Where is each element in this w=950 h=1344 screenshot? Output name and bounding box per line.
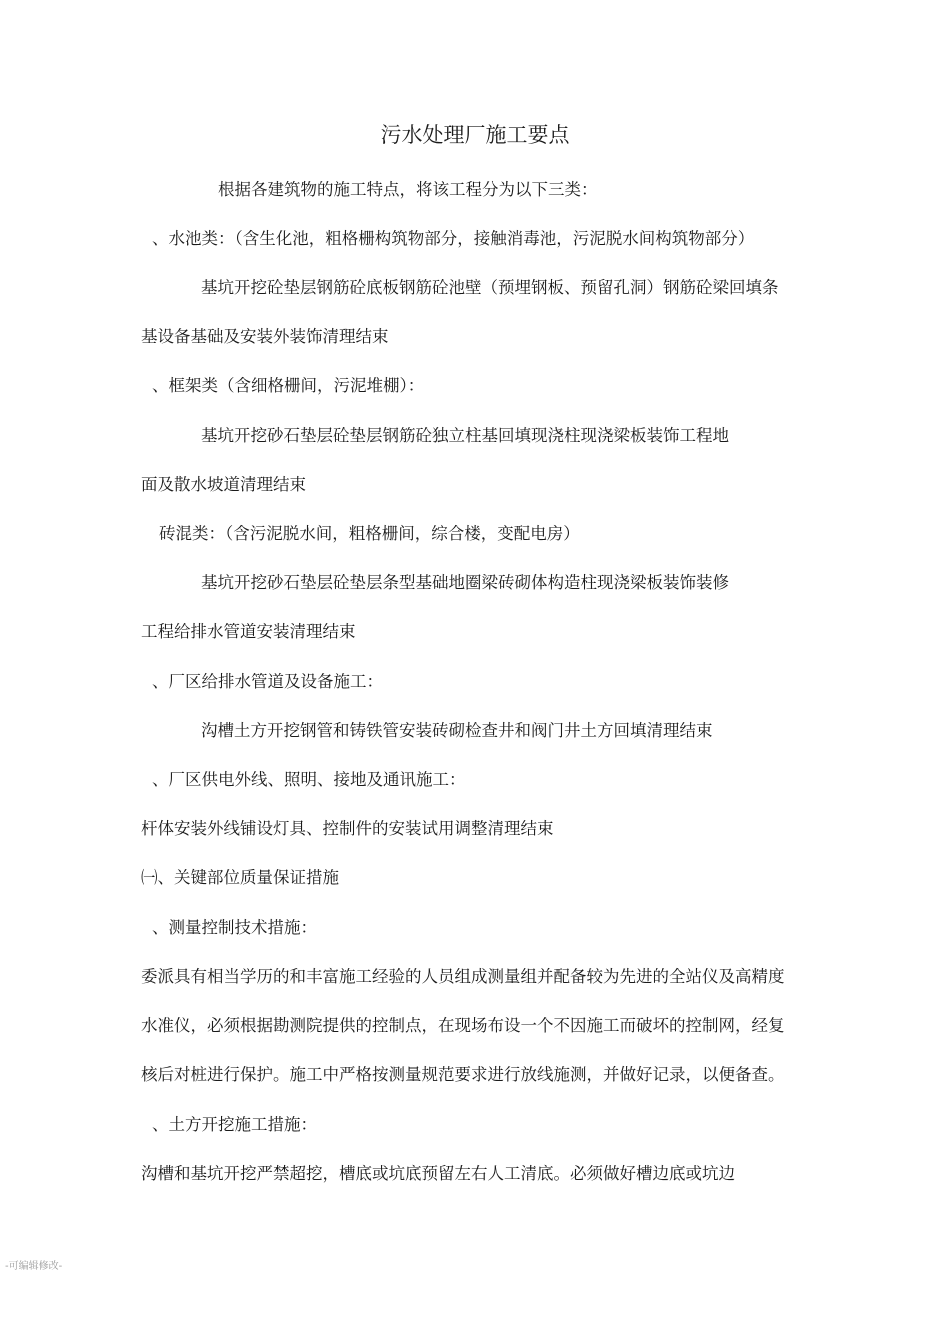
- paragraph-line: 水准仪，必须根据勘测院提供的控制点，在现场布设一个不因施工而破坏的控制网，经复: [141, 1016, 785, 1035]
- section-heading-masonry: 砖混类：（含污泥脱水间，粗格栅间，综合楼，变配电房）: [159, 524, 580, 543]
- section-heading-power: 、厂区供电外线、照明、接地及通讯施工：: [152, 770, 466, 789]
- paragraph-line: 沟槽和基坑开挖严禁超挖，槽底或坑底预留左右人工清底。必须做好槽边底或坑边: [141, 1164, 735, 1183]
- paragraph-line: 工程给排水管道安装清理结束: [141, 622, 356, 641]
- section-heading-quality: ㈠、关键部位质量保证措施: [141, 868, 339, 887]
- section-heading-pipes: 、厂区给排水管道及设备施工：: [152, 672, 383, 691]
- paragraph-line: 沟槽土方开挖钢管和铸铁管安装砖砌检查井和阀门井土方回填清理结束: [201, 721, 713, 740]
- paragraph-line: 基坑开挖砂石垫层砼垫层条型基础地圈梁砖砌体构造柱现浇梁板装饰装修: [201, 573, 729, 592]
- document-title: 污水处理厂施工要点: [380, 123, 570, 147]
- section-heading-frame: 、框架类（含细格栅间，污泥堆棚）：: [152, 376, 425, 395]
- section-heading-earthwork: 、土方开挖施工措施：: [152, 1115, 317, 1134]
- paragraph-line: 委派具有相当学历的和丰富施工经验的人员组成测量组并配备较为先进的全站仪及高精度: [141, 967, 785, 986]
- footer-note: -可编辑修改-: [5, 1261, 63, 1272]
- paragraph-line: 核后对桩进行保护。施工中严格按测量规范要求进行放线施测，并做好记录，以便备查。: [141, 1065, 785, 1084]
- paragraph-line: 杆体安装外线铺设灯具、控制件的安装试用调整清理结束: [141, 819, 554, 838]
- section-heading-pool: 、水池类：（含生化池，粗格栅构筑物部分，接触消毒池，污泥脱水间构筑物部分）: [152, 229, 755, 248]
- paragraph-line: 基设备基础及安装外装饰清理结束: [141, 327, 389, 346]
- intro-line: 根据各建筑物的施工特点，将该工程分为以下三类：: [218, 180, 598, 199]
- paragraph-line: 面及散水坡道清理结束: [141, 475, 306, 494]
- paragraph-line: 基坑开挖砂石垫层砼垫层钢筋砼独立柱基回填现浇柱现浇梁板装饰工程地: [201, 426, 729, 445]
- paragraph-line: 基坑开挖砼垫层钢筋砼底板钢筋砼池壁（预埋钢板、预留孔洞）钢筋砼梁回填条: [201, 278, 779, 297]
- section-heading-survey: 、测量控制技术措施：: [152, 918, 317, 937]
